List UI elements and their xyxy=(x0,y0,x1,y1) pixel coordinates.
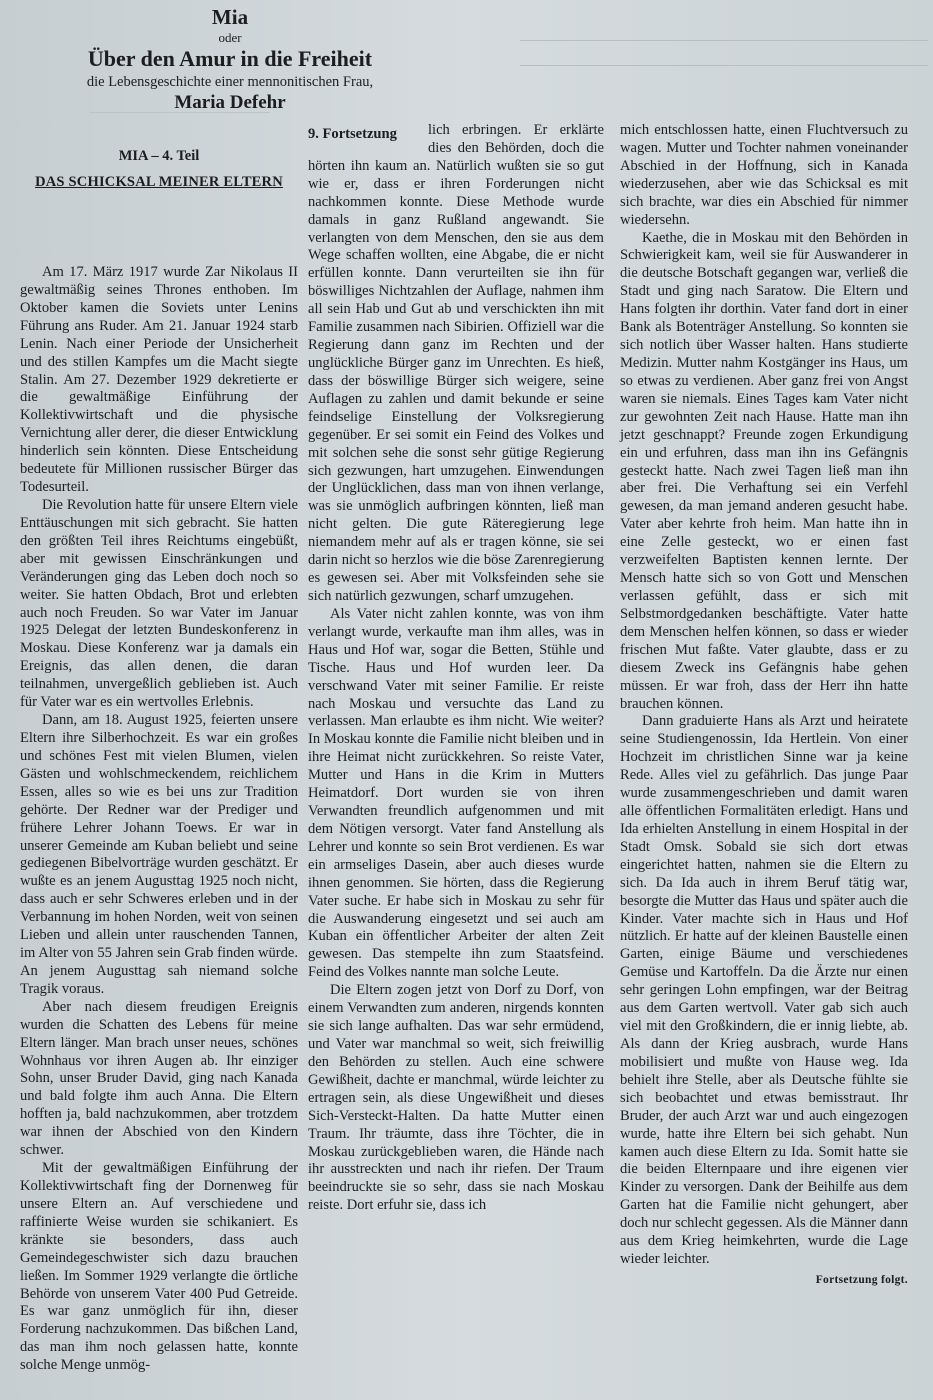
paragraph: Dann, am 18. August 1925, feierten unsere Eltern ihre Silberhochzeit. Es war ein großes und schönes Fest mit vielen Blumen, vielen Gästen und wohlschmeckendem, reichlichem Essen, alles so wie es bei uns zur Tradition gehörte. Der Redner war der Prediger und frühere Lehrer Johann Toews. Er war in unserer Gemeinde am Kuban beliebt und seine gediegenen Bibelvorträge wurden geschätzt. Er wußte es an jenem Augusttag 1925 noch nicht, dass auch er sehr Schweres erleben und in der Verbannung im hohen Norden, weit von seinen Lieben und allein unter rauschenden Tannen, im Alter von 55 Jahren sein Grab finden würde. An jenem Augusttag sah niemand solche Tragik voraus. xyxy=(20,712,298,997)
paragraph: mich entschlossen hatte, einen Fluchtversuch zu wagen. Mutter und Tochter nahmen voneinander Abschied in der Hoffnung, sich in Kanada wiederzusehen, aber wie das Schicksal es mit sich brachte, war dies ein Abschied für nimmer wiedersehn. xyxy=(620,122,908,228)
paragraph: Dann graduierte Hans als Arzt und heiratete seine Studiengenossin, Ida Hertlein. Von einer Hochzeit im christlichen Sinne war ja keine Rede. Alles viel zu gefährlich. Das junge Paar wurde zusammengeschrieben und damit waren alle öffentlichen Formalitäten erledigt. Hans und Ida erhielten Anstellung in einem Hospital in der Stadt Omsk. Sobald sie sich dort etwas eingerichtet hatten, nahmen sie die Eltern zu sich. Da Ida auch in ihrem Beruf tätig war, besorgte die Mutter das Haus und später auch die Kinder. Vater machte sich in Haus und Hof nützlich. Er hatte auf der kleinen Baustelle einen Garten, einige Bäume und verschiedenes Gemüse und Kartoffeln. Da die Ärzte nur einen sehr geringen Lohn empfingen, war der Beitrag aus dem Garten wertvoll. Vater gab sich auch viel mit den Großkindern, die er innig liebte, ab. Als dann der Krieg ausbrach, wurde Hans mobilisiert und mußte von Hause weg. Ida behielt ihre Stelle, aber als Deutsche fühlte sie sich beobachtet und etwas bemisstraut. Ihr Bruder, der auch Arzt war und auch eingezogen wurde, hatte ihre Eltern bei sich gehabt. Nun kamen auch diese Eltern zu Ida. Somit hatte sie die beiden Elternpaare und ihre eigenen vier Kinder zu versorgen. Dank der Beihilfe aus dem Garten hat die Familie nicht gehungert, aber doch nur schlecht gegessen. Als die Männer dann aus dem Krieg heimkehrten, wurde die Lage wieder leichter. xyxy=(620,713,908,1268)
section-title: DAS SCHICKSAL MEINER ELTERN xyxy=(35,174,283,190)
paragraph: Mit der gewaltmäßigen Einführung der Kollektivwirtschaft fing der Dornenweg für unsere Eltern an. Auf verschiedene und raffinierte Weise wurden sie schikaniert. Es kränkte sie besonders, dass auch Gemeindegeschwister sich dazu brauchen ließen. Im Sommer 1929 verlangte die örtliche Behörde von unserem Vater 400 Pud Getreide. Es war ganz unmöglich für ihn, dieser Forderung nachzukommen. Das bißchen Land, das man ihm noch gelassen hatte, konnte solche Menge unmög- xyxy=(20,1160,298,1374)
text-column-3 xyxy=(620,122,908,1290)
paragraph: Am 17. März 1917 wurde Zar Nikolaus II gewaltmäßig seines Thrones enthoben. Im Oktober kamen die Soviets unter Lenins Führung ans Ruder. Am 21. Januar 1924 starb Lenin. Nach einer Periode der Unsicherheit und des stillen Kampfes um die Macht siegte Stalin. Am 27. Dezember 1929 dekretierte er die gewaltmäßige Einführung der Kollektivwirtschaft und die physische Vernichtung aller derer, die dieser Entwicklung hinderlich sein könnten. Diese Entscheidung bedeutete für Millionen russischer Bürger das Todesurteil. xyxy=(20,264,298,496)
article-subtitle: Über den Amur in die Freiheit xyxy=(87,46,373,71)
part-title: MIA – 4. Teil xyxy=(118,148,200,164)
text-column-2 xyxy=(308,122,604,1215)
text-column-1 xyxy=(20,264,298,1375)
paragraph: Aber nach diesem freudigen Ereignis wurden die Schatten des Lebens für meine Eltern länger. Man brach unser neues, schönes Wohnhaus vor ihren Augen ab. Ihr einziger Sohn, unser Bruder David, ging nach Kanada und bald folgte ihm auch Anna. Die Eltern hofften ja, bald nachzukommen, aber trotzdem war ihnen der Abschied von den Kindern schwer. xyxy=(20,998,298,1159)
article-header xyxy=(40,4,420,115)
paragraph: lich erbringen. Er erklärte dies den Behörden, doch die hörten ihn kaum an. Natürlich wußten sie so gut wie er, dass er ihren Forderungen nicht nachkommen konnte. Diese Methode wurde damals in ganz Rußland angewandt. Sie verlangten von dem Menschen, den sie aus dem Wege schaffen wollten, eine Abgabe, die er nicht erfüllen konnte. Dann verurteilten sie ihn für böswilliges Nichtzahlen der Auflage, nahmen ihm all sein Hab und Gut ab und verschickten ihn mit Familie zusammen nach Sibirien. Offiziell war die Regierung dann ganz im Rechten und der unglückliche Bürger ganz im Unrechten. Es hieß, dass der böswillige Bürger sich weigere, seine Auflagen zu zahlen und damit bekunde er seine feindselige Einstellung der Volksregierung gegenüber. Er sei somit ein Feind des Volkes und mit solchen sehe die sonst sehr gütige Regierung sich gezwungen, hart umzugehen. Einwendungen der Unglücklichen, dass man von ihnen verlange, was sie unmöglich aufbringen könnten, ließ man nicht gelten. Die gute Räteregierung lege niemandem mehr auf als er tragen könne, sie sei darin nicht so herzlos wie die böse Zarenregierung es gewesen sei. Aber mit Volksfeinden sehe sie sich natürlich gezwungen, scharf umzugehen. xyxy=(308,122,604,604)
article-title: Mia xyxy=(211,5,249,29)
article-description: die Lebensgeschichte einer mennonitischen Frau, xyxy=(86,74,374,90)
paragraph: Die Eltern zogen jetzt von Dorf zu Dorf, von einem Verwandten zum anderen, nirgends konnten sie sich lange aufhalten. Das war sehr ermüdend, und Vater war manchmal so weit, sich freiwillig den Behörden zu stellen. Auch eine schwere Gewißheit, dachte er manchmal, würde leichter zu ertragen sein, als diese Ungewißheit und dieses Sich-Versteckt-Halten. Da hatte Mutter einen Traum. Ihr träumte, dass ihre Töchter, die in Moskau zurückgeblieben waren, die Hände nach ihr ausstreckten und nach ihr riefen. Der Traum beeindruckte sie so sehr, dass sie nach Moskau reiste. Dort erfuhr sie, dass ich xyxy=(308,982,604,1214)
continuation-label: 9. Fortsetzung xyxy=(308,126,397,142)
faded-neighbor-header xyxy=(520,40,928,66)
article-oder: oder xyxy=(218,30,242,45)
paragraph: Als Vater nicht zahlen konnte, was von ihm verlangt wurde, verkaufte man ihm alles, was in Haus und Hof war, sogar die Betten, Stühle und Tische. Haus und Hof wurden leer. Da verschwand Vater mit seiner Familie. Er reiste nach Moskau und versuchte das Land zu verlassen. Man erlaubte es ihm nicht. Wie weiter? In Moskau konnte die Familie nicht bleiben und in ihre Heimat nicht zurückkehren. So reiste Vater, Mutter und Hans in die Krim in Mutters Heimatdorf. Dort wurden sie von ihren Verwandten freundlich aufgenommen und mit dem Nötigen versorgt. Vater fand Anstellung als Lehrer und konnte so sein Brot verdienen. Es war ein armseliges Dasein, aber auch dieses wurde ihnen genommen. Sie hörten, dass die Regierung Vater suche. Er habe sich in Moskau zu sehr für die Auswanderung eingesetzt und sei auch am Kuban ein öffentlicher Arbeiter der alten Zeit gewesen. Das stempelte ihn zum Staatsfeind. Feind des Volkes nannte man solche Leute. xyxy=(308,605,604,981)
paragraph: Die Revolution hatte für unsere Eltern viele Enttäuschungen mit sich gebracht. Sie hatten den größten Teil ihres Reichtums eingebüßt, aber mit gewissen Einschränkungen und Veränderungen ging das Leben doch noch so weiter. Sie hatten Obdach, Brot und erlebten auch noch Freuden. So war Vater im Januar 1925 Delegat der letzten Bundeskonferenz in Moskau. Diese Konferenz war ja damals ein Ereignis, das allen denen, die daran teilnahmen, unvergeßlich geblieben ist. Auch für Vater war es ein wertvolles Erlebnis. xyxy=(20,496,298,711)
footer-note: Fortsetzung folgt. xyxy=(815,1274,908,1286)
paragraph: Kaethe, die in Moskau mit den Behörden in Schwierigkeit kam, weil sie für Auswanderer in die deutsche Botschaft gegangen war, verließ die Stadt und ging nach Saratow. Die Eltern und Hans folgten ihr dorthin. Vater fand dort in einer Bank als Botenträger Anstellung. So konnten sie sich notlich über Wasser halten. Hans studierte Medizin. Mutter nahm Kostgänger ins Haus, um so etwas zu verdienen. Aber ganz frei von Angst waren sie niemals. Eines Tages kam Vater nicht zur gewohnten Zeit nach Hause. Hatte man ihn jetzt geschnappt? Freunde zogen Erkundigung ein und erfuhren, dass man ihn ins Gefängnis gesteckt hatte. Nach zwei Tagen ließ man ihn aber frei. Die Verhaftung sei ein Verfehl gewesen, da man jemand anderen gesucht habe. Vater aber kehrte froh heim. Man hatte ihn in eine Zelle gesteckt, wo er einen fast verzweifelten Baptisten kennen lernte. Der Mensch hatte sich so von Gott und Menschen verlassen gefühlt, dass er sich mit Selbstmordgedanken beschäftigte. Vater hatte dem Menschen helfen können, so dass er wieder frischen Mut faßte. Vater glaubte, dass er zu diesem Zweck ins Gefängnis habe gehen müssen. Er war froh, dass der Herr ihn hatte brauchen können. xyxy=(620,229,908,712)
article-author: Maria Defehr xyxy=(174,92,286,113)
